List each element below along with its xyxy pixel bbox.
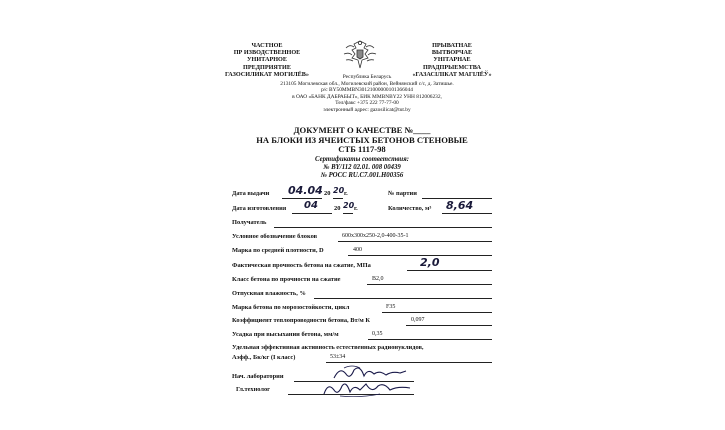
quantity-value: 8,64 (446, 199, 474, 212)
certificate-number: № BY/112 02.01. 008 00439 (323, 164, 401, 171)
issue-date-year: 20 (333, 186, 345, 195)
frost-resistance-value: F35 (386, 304, 396, 310)
frost-resistance-label: Марка бетона по морозостойкости, цикл (232, 304, 350, 311)
header-left-line: ПРЕДПРИЯТИЕ (243, 63, 291, 71)
batch-number-label: № партии (388, 190, 417, 197)
company-name-by (392, 42, 512, 78)
concrete-class-label: Класс бетона по прочности на сжатие (232, 276, 341, 283)
mfg-date-suffix: г. (354, 205, 358, 212)
issue-date-suffix: г. (344, 190, 348, 197)
strength-label: Фактическая прочность бетона на сжатие, МПа (232, 262, 371, 269)
chief-technologist-signature (320, 376, 416, 400)
certificates (232, 156, 492, 180)
header-right-line: ПРАДПРЫЕМСТВА (423, 63, 481, 71)
title-line-3: СТБ 1117-98 (338, 144, 386, 155)
issue-date-label: Дата выдачи (232, 190, 270, 197)
quality-document (212, 20, 512, 425)
address-line: 213105 Могилевская обл., Могилевский район, Вейнянский с/с, д. Затишье. (280, 80, 454, 87)
mfg-date-label: Дата изготовления (232, 205, 287, 212)
address-line: Республика Беларусь (342, 74, 392, 80)
address-line: в ОАО «БАНК ДАБРАБЫТ», БИК MMBNBY22 УНН 812006232, (292, 93, 442, 100)
shrinkage-value: 0,35 (372, 331, 383, 337)
address-line: электронный адрес: gazosilicat@tut.by (323, 106, 411, 113)
density-value: 400 (353, 247, 362, 253)
radionuclide-label-2: Аэфф., Бк/кг (I класс) (232, 354, 296, 361)
address-line: Тел/факс +375 222 77-77-00 (335, 100, 399, 107)
header-left-line: УНИТАРНОЕ (247, 56, 287, 64)
title-line-2: НА БЛОКИ ИЗ ЯЧЕИСТЫХ БЕТОНОВ СТЕНОВЫЕ (256, 134, 468, 145)
company-address (252, 74, 482, 114)
title-line-1: ДОКУМЕНТ О КАЧЕСТВЕ №____ (293, 125, 431, 135)
concrete-class-value: В2,0 (372, 276, 384, 282)
document-title (222, 126, 502, 155)
thermal-conductivity-value: 0,097 (411, 317, 425, 323)
designation-value: 600х300х250-2,0-400-35-1 (342, 233, 409, 239)
quantity-label: Количество, м³ (388, 205, 432, 212)
radionuclide-value: 53±34 (330, 354, 346, 360)
thermal-conductivity-label: Коэффициент теплопроводности бетона, Вт/м К (232, 317, 370, 324)
header-left-line: ЧАСТНОЕ (251, 42, 283, 49)
shrinkage-label: Усадка при высыхании бетона, мм/м (232, 331, 339, 338)
recipient-label: Получатель (232, 219, 267, 226)
header-left-line: ГАЗОСИЛИКАТ МОГИЛЁВ» (225, 70, 309, 78)
header-right-line: УНІТАРНАЕ (433, 56, 471, 64)
lab-head-label: Нач. лаборатории (232, 373, 284, 380)
issue-date-day: 04.04 (288, 184, 323, 197)
mfg-date-year: 20 (343, 201, 355, 210)
issue-date-year-prefix: 20 (324, 190, 331, 197)
density-label: Марка по средней плотности, D (232, 247, 324, 254)
company-name-ru (212, 42, 322, 78)
mfg-date-day: 04 (304, 200, 318, 211)
address-line: р/с BY50MMBN30121000000101366044 (321, 87, 413, 94)
radionuclide-label-1: Удельная эффективная активность естественных радионуклидов, (232, 344, 424, 351)
mfg-date-year-prefix: 20 (334, 205, 341, 212)
header-right-line: «ГАЗАСІЛІКАТ МАГІЛЁЎ» (412, 70, 492, 78)
header-left-line: ПР ИЗВОДСТВЕННОЕ (233, 49, 301, 57)
header-right-line: ПРЫВАТНАЕ (432, 42, 472, 49)
chief-technologist-label: Гл.технолог (236, 386, 271, 393)
header-right-line: ВЫТВОРЧАЕ (431, 49, 473, 57)
certificate-number: № РОСС RU.С7.001.Н00356 (320, 172, 404, 179)
certificates-heading: Сертификаты соответствия: (315, 156, 409, 163)
humidity-label: Отпускная влажность, % (232, 290, 306, 297)
strength-value: 2,0 (420, 256, 440, 269)
coat-of-arms-emblem (340, 38, 380, 72)
designation-label: Условное обозначение блоков (232, 233, 318, 240)
